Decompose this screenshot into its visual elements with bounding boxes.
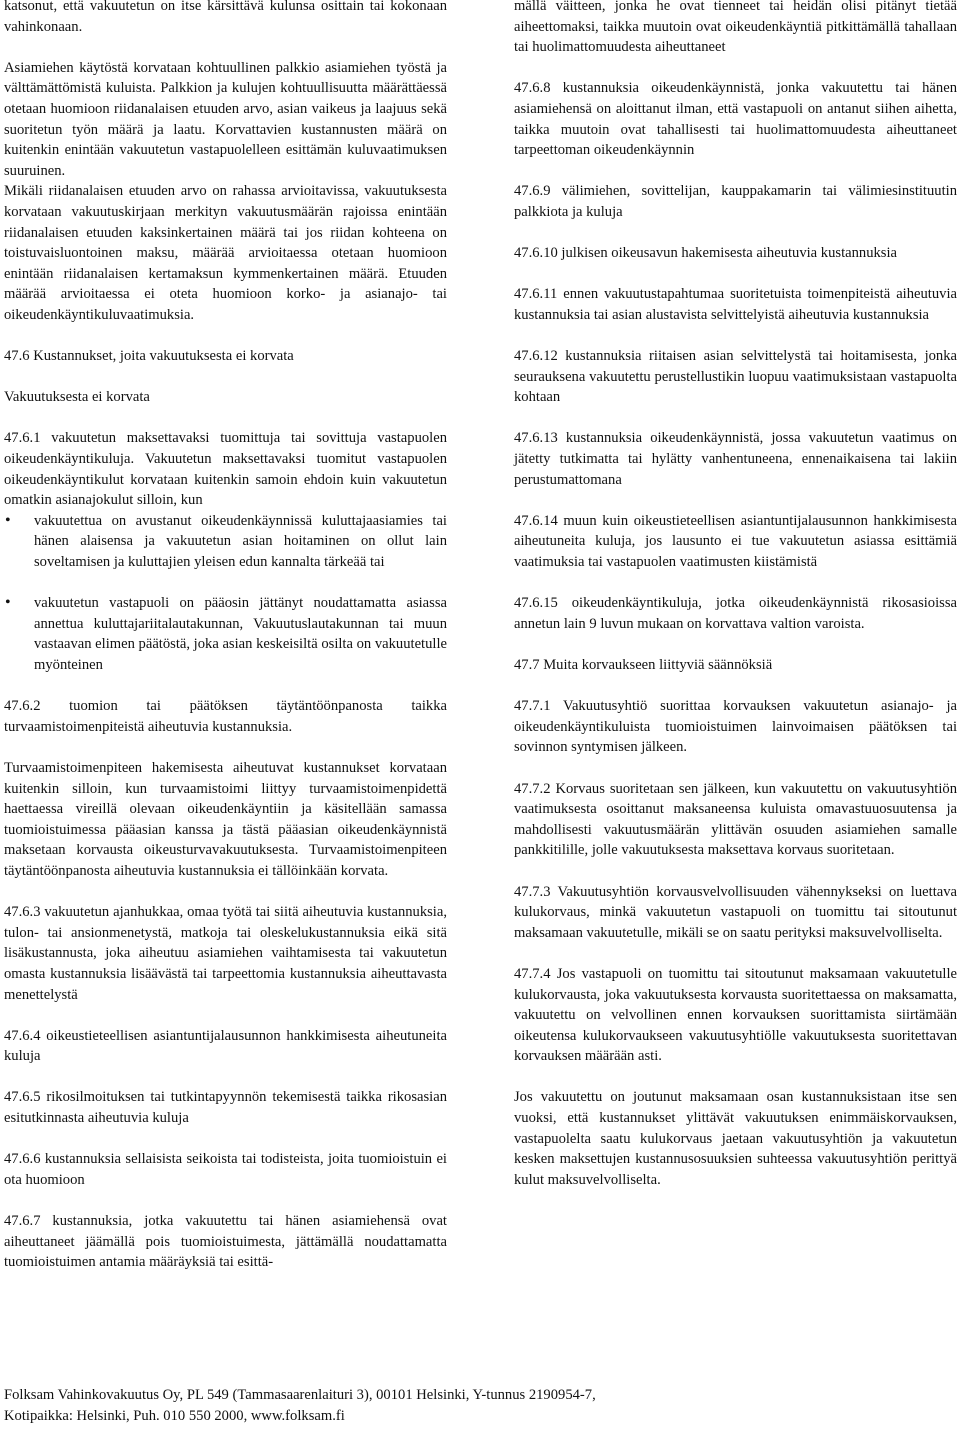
item-47-6-6: 47.6.6 kustannuksia sellaisista seikoista tai todisteista, joita tuomioistuin ei ota huomioon [4,1151,447,1188]
section-heading-47-7: 47.7 Muita korvaukseen liittyviä säännöksiä [514,657,773,673]
left-column [4,0,447,1273]
paragraph-cost-sharing: Jos vakuutettu on joutunut maksamaan osan kustannuksistaan itse sen vuoksi, että kustannukset ylittävät vakuutuksen enimmäiskorvauksen, vastapuolelta saatu kulukorvaus jaetaan vakuutusyhtiön ja vakuutetun kesken maksettujen kustannusosuuksien suhteessa vakuutusyhtiön perittyä kulut maksuvelvolliselta. [514,1089,957,1188]
subheading-not-covered: Vakuutuksesta ei korvata [4,389,150,406]
right-column [514,0,957,1211]
list-item-text: vakuutetun vastapuoli on pääosin jättänyt noudattamatta asiassa annettua kuluttajariitalautakunnan, Vakuutuslautakunnan tai muun vastaavan elimen päätöstä, joka asian keskeisiltä osilta on vakuutetulle myönteinen [34,595,447,673]
section-heading-47-6: 47.6 Kustannukset, joita vakuutuksesta ei korvata [4,348,294,365]
item-47-6-2: 47.6.2 tuomion tai päätöksen täytäntöönpanosta taikka turvaamistoimenpiteistä aiheutuvia kustannuksia. [4,698,447,735]
item-47-6-11: 47.6.11 ennen vakuutustapahtumaa suoritetuista toimenpiteistä aiheutuvia kustannuksia tai asian alustavista selvittelyistä aiheutuvia kustannuksia [514,286,957,323]
item-47-7-3: 47.7.3 Vakuutusyhtiön korvausvelvollisuuden vähennykseksi on luettava kulukorvaus, minkä vakuutetun vastapuoli on tuomittu tai sitoutunut maksamaan vakuutetulle, mikäli se on saatu perityksi maksuvelvolliselta. [514,883,957,941]
item-47-7-4: 47.7.4 Jos vastapuoli on tuomittu tai sitoutunut maksamaan vakuutetulle kulukorvausta, joka vakuutuksesta korvausta suoritettaessa on maksamatta, vakuutettu on velvollinen ennen korvauksen suorittamista siirtämään oikeutensa kulukorvaukseen vakuutusyhtiölle vakuutuksesta suoritettavan korvauksen määrään asti. [514,965,957,1065]
item-47-6-1: 47.6.1 vakuutetun maksettavaksi tuomittuja tai sovittuja vastapuolen oikeudenkäyntikuluja. Vakuutetun maksettavaksi tuomitut vastapuolen oikeudenkäyntikulut korvataan kuitenkin samoin ehdoin kuin vakuutetun omatkin asianajokulut silloin, kun [4,430,447,509]
item-47-6-3: 47.6.3 vakuutetun ajanhukkaa, omaa työtä tai siitä aiheutuvia kustannuksia, tulon- tai ansionmenetystä, matkoja tai oleskelukustannuksia eikä sitä lisäkustannusta, joka aiheutuu asiamiehen vaihtamisesta tai vakuutetun omasta kustannuksia lisäävästä tai tarpeettomia kustannuksia aiheuttavasta menettelystä [4,904,447,1003]
paragraph-dispute-value: Mikäli riidanalaisen etuuden arvo on rahassa arvioitavissa, vakuutuksesta korvataan vakuutuskirjaan merkityn vakuutusmäärän rajoissa enintään riidanalaisen etuuden kaksinkertainen määrä tai jos riidan kohteena on toistuvaisluontoinen maksu, määrää arvioitaessa otetaan huomioon enintään riidanalaisen kertamaksun kymmenkertainen määrä. Etuuden määrää arvioitaessa ei oteta huomioon korko- ja asianajo- tai oikeudenkäyntikuluvaatimuksia. [4,183,447,323]
item-47-6-12: 47.6.12 kustannuksia riitaisen asian selvittelystä tai hoitamisesta, jonka seurauksena vakuutettu perustellustikin luopuu vaatimuksistaan vastapuolta kohtaan [514,348,957,406]
list-item [4,593,447,675]
item-47-7-2: 47.7.2 Korvaus suoritetaan sen jälkeen, kun vakuutettu on vakuutusyhtiön vaatimuksesta osoittanut maksaneensa kuluista omavastuuosuutensa ja mahdollisesti vakuutusmäärän ylittävän osuuden asiamiehen samalle pankkitilille, jolle vakuutuksesta maksettava korvaus suoritetaan. [514,780,957,859]
list-item [4,511,447,573]
footer-contact-line: Kotipaikka: Helsinki, Puh. 010 550 2000, www.folksam.fi [4,1407,345,1424]
paragraph-attorney-fees: Asiamiehen käytöstä korvataan kohtuullinen palkkio asiamiehen työstä ja välttämättömistä kuluista. Palkkion ja kulujen kohtuullisuutta määrättäessä otetaan huomioon riidanalaisen etuuden arvo, asian vaikeus ja laajuus sekä suoritetun työn määrä ja laatu. Korvattavien kustannusten määrä on kuitenkin enintään vakuutetun vastapuolelleen esittämän kuluvaatimuksen suuruinen. [4,59,447,179]
paragraph-intro: katsonut, että vakuutetun on itse kärsittävä kulunsa osittain tai kokonaan vahinkonaan. [4,0,447,35]
bullet-list [4,511,447,676]
footer-company-line: Folksam Vahinkovakuutus Oy, PL 549 (Tammasaarenlaituri 3), 00101 Helsinki, Y-tunnus 2190954-7, [4,1387,596,1403]
bullet-icon: • [5,594,11,612]
item-47-6-9: 47.6.9 välimiehen, sovittelijan, kauppakamarin tai välimiesinstituutin palkkiota ja kuluja [514,183,957,220]
item-47-6-5: 47.6.5 rikosilmoituksen tai tutkintapyynnön tekemisestä taikka rikosasian esitutkinnasta aiheutuvia kuluja [4,1089,447,1127]
item-47-6-4: 47.6.4 oikeustieteellisen asiantuntijalausunnon hankkimisesta aiheutuneita kuluja [4,1027,447,1065]
list-item-text: vakuutettua on avustanut oikeudenkäynnissä kuluttajaasiamies tai hänen alaisensa ja vakuutetun asian hoitaminen on ollut lain soveltamisen ja kuluttajien yleisen edun kannalta tärkeää tai [34,512,447,571]
item-47-6-15: 47.6.15 oikeudenkäyntikuluja, jotka oikeudenkäynnistä rikosasioissa annetun lain 9 luvun mukaan on korvattava valtion varoista. [514,595,957,632]
paragraph-interim-measures: Turvaamistoimenpiteen hakemisesta aiheutuvat kustannukset korvataan kuitenkin silloin, kun turvaamistoimi liittyy turvaamistoimenpidettä haettaessa vireillä olevaan oikeudenkäyntiin ja käsitellään samassa tuomioistuimessa pääasian kanssa ja tästä pääasian oikeudenkäynnistä maksetaan korvausta oikeusturvavakuutuksesta. Turvaamistoimenpiteen täytäntöönpanosta aiheutuvia kustannuksia ei tällöinkään korvata. [4,759,447,879]
bullet-icon: • [5,511,11,529]
item-47-6-7-continued: mällä väitteen, jonka he ovat tienneet tai heidän olisi pitänyt tietää aiheettomaksi, taikka muutoin ovat oikeudenkäyntiä pitkittämällä tahallaan tai huolimattomuudesta aiheuttaneet [514,0,957,56]
item-47-6-7: 47.6.7 kustannuksia, jotka vakuutettu tai hänen asiamiehensä ovat aiheuttaneet jäämällä pois tuomioistuimesta, jättämällä noudattamatta tuomioistuimen antamia määräyksiä tai esittä- [4,1213,447,1271]
item-47-6-13: 47.6.13 kustannuksia oikeudenkäynnistä, jossa vakuutetun vaatimus on jätetty tutkimatta tai hylätty vanhentuneena, ennenaikaisena tai lakiin perustumattomana [514,430,957,488]
item-47-6-14: 47.6.14 muun kuin oikeustieteellisen asiantuntijalausunnon hankkimisesta aiheutuneita kuluja, jos lausunto ei tue vakuutetun asiassa esittämiä vaatimuksia tai vastapuolen vaatimusten kiistämistä [514,512,957,571]
page-footer [4,1385,944,1426]
item-47-6-10: 47.6.10 julkisen oikeusavun hakemisesta aiheutuvia kustannuksia [514,245,898,262]
item-47-7-1: 47.7.1 Vakuutusyhtiö suorittaa korvauksen vakuutetun asianajo- ja oikeudenkäyntikuluista tuomioistuimen lainvoimaisen päätöksen tai sovinnon syntymisen jälkeen. [514,698,957,756]
item-47-6-8: 47.6.8 kustannuksia oikeudenkäynnistä, jonka vakuutettu tai hänen asiamiehensä on aloittanut ilman, että vastapuoli on antanut siihen aihetta, taikka muutoin ovat tahallisesti tai huolimattomuudesta aiheuttaneet tarpeettoman oikeudenkäynnin [514,80,957,159]
